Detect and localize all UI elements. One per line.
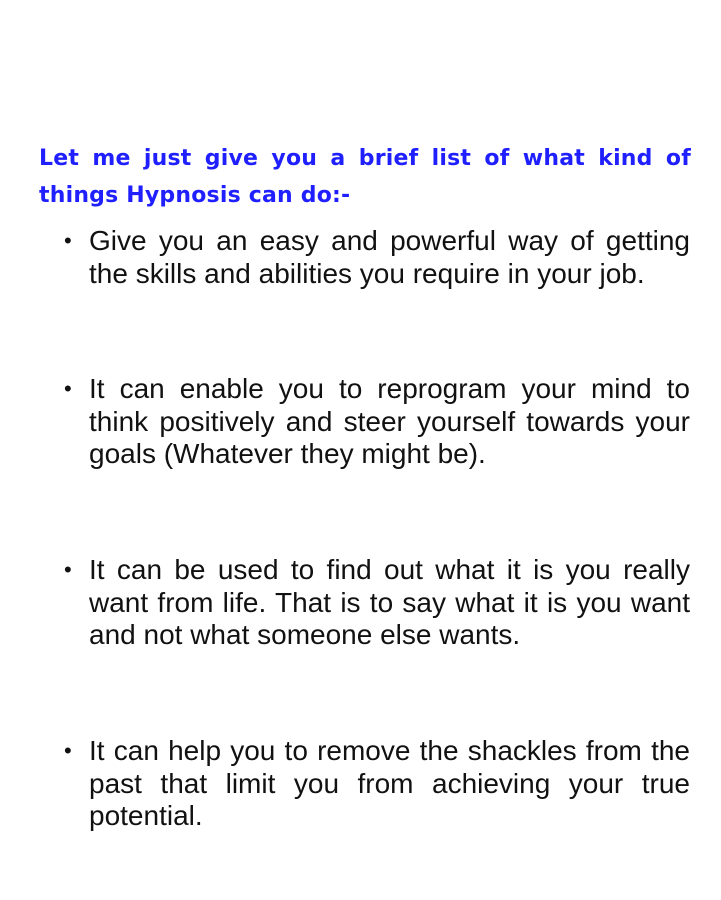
bullet-icon: •: [64, 557, 72, 582]
list-item-text: It can enable you to reprogram your mind to think positively and steer yourself towards your goals (Whatever they might be).: [89, 373, 690, 469]
list-item-text: Give you an easy and powerful way of getting the skills and abilities you require in your job.: [89, 225, 690, 289]
intro-heading: Let me just give you a brief list of what kind of things Hypnosis can do:-: [39, 146, 691, 208]
bullet-icon: •: [64, 228, 72, 253]
list-item-text: It can help you to remove the shackles from the past that limit you from achieving your true potential.: [89, 735, 690, 831]
bullet-icon: •: [64, 738, 72, 763]
bullet-icon: •: [64, 376, 72, 401]
list-item-text: It can be used to find out what it is you really want from life. That is to say what it is you want and not what someone else wants.: [89, 554, 690, 650]
